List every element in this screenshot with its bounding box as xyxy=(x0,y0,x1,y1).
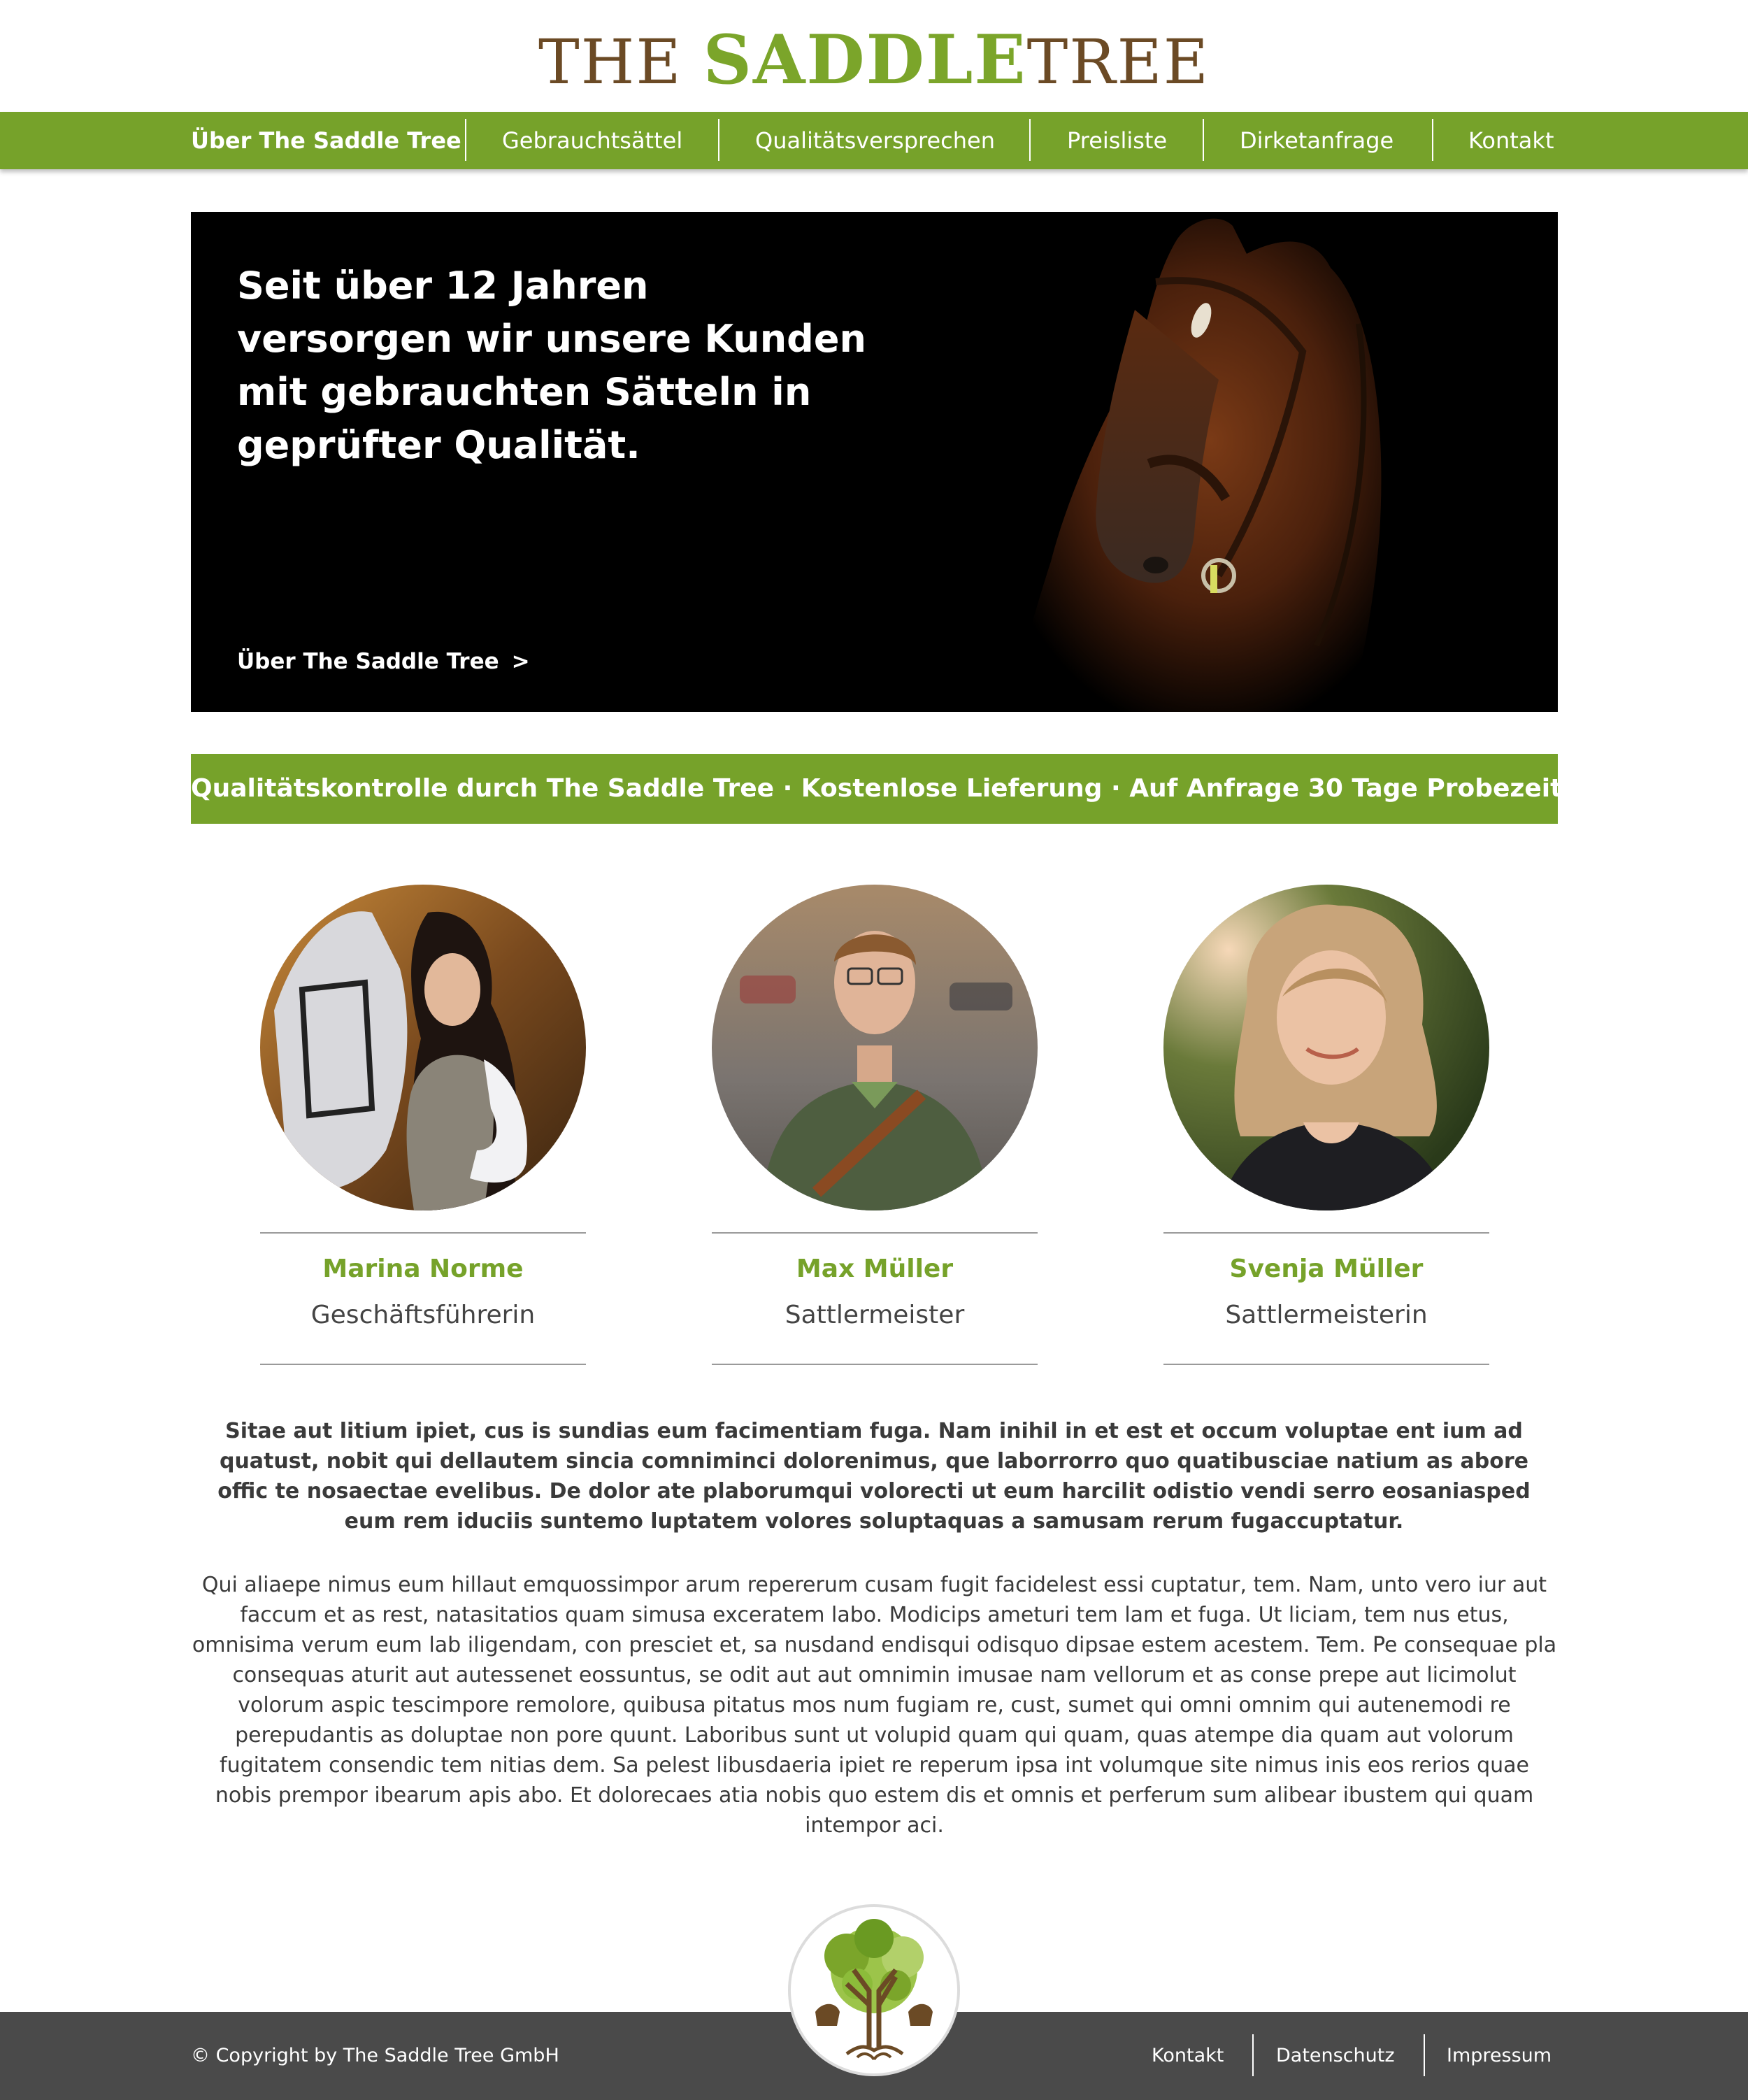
hero-title: Seit über 12 Jahren versorgen wir unsere Kunden mit gebrauchten Sätteln in geprüfter Qualität. xyxy=(237,264,866,467)
chevron-right-icon: > xyxy=(511,649,530,674)
nav-item-used-saddles[interactable]: Gebrauchtsättel xyxy=(502,127,683,154)
nav-item-direct-request[interactable]: Dirketanfrage xyxy=(1240,127,1394,154)
footer-divider xyxy=(1252,2034,1254,2076)
divider xyxy=(1163,1232,1489,1234)
member-name: Marina Norme xyxy=(322,1255,524,1283)
nav-divider xyxy=(1432,119,1433,161)
footer-link-contact[interactable]: Kontakt xyxy=(1152,2045,1224,2066)
nav-item-quality[interactable]: Qualitätsversprechen xyxy=(755,127,995,154)
member-role: Geschäftsführerin xyxy=(310,1301,536,1329)
member-name: Max Müller xyxy=(796,1255,954,1283)
footer-divider xyxy=(1424,2034,1425,2076)
body-paragraph: Qui aliaepe nimus eum hillaut emquossimpor arum repererum cusam fugit facidelest essi cuptatur, tem. Nam, unto vero iur aut faccum et as rest, natasitatios quam simusa exceratem labo. Modicips ameturi tem lam et fuga. Ut liciam, tem nus etus, omnisima verum eum lab iligendam, con presciet et, sa nusdand endisqui odisquo dipsae estem acestem. Tem. Pe consequae pla consequas aturit aut autessenet eossuntus, se odit aut aut omnimin imusae nam vellorum et as conse prepe aut licimolut volorum aspic tescimpore remolore, quibusa pitatus mos num fugiam re, cust, sumet qui omni omnim qui autenemodi re perepudantis as doluptae non pore quunt. Laboribus sunt ut volupid quam qui quam, quas atempe dia quam aut volorum fugitatem consendic tem nitias dem. Sa pelest libusdaeria ipiet re reperum ipsa int volumque site nimus inis eos rerios quae nobis prempor ibearum apis abo. Et dolorecaes atia nobis quo estem dis et omnis et perferum sum alibear ibustem qui quam intempor aci. xyxy=(192,1573,1557,1838)
nav-item-about[interactable]: Über The Saddle Tree xyxy=(191,127,461,154)
divider xyxy=(1163,1364,1489,1365)
logo-tree: TREE xyxy=(1026,26,1210,98)
nav-divider xyxy=(718,119,719,161)
nav-divider xyxy=(1029,119,1031,161)
divider xyxy=(712,1232,1038,1234)
nav-item-pricelist[interactable]: Preisliste xyxy=(1067,127,1168,154)
usp-banner: Qualitätskontrolle durch The Saddle Tree · Kostenlose Lieferung · Auf Anfrage 30 Tage Probezeit xyxy=(191,754,1558,824)
avatar xyxy=(712,885,1038,1210)
site-logo[interactable] xyxy=(0,20,1748,99)
logo-saddle: SADDLE xyxy=(703,20,1027,99)
nav-divider xyxy=(465,119,466,161)
member-name: Svenja Müller xyxy=(1229,1255,1424,1283)
divider xyxy=(260,1232,586,1234)
horse-image xyxy=(925,212,1558,712)
hero-banner xyxy=(191,212,1558,712)
nav-item-contact[interactable]: Kontakt xyxy=(1468,127,1554,154)
hero-link-label: Über The Saddle Tree xyxy=(237,649,499,674)
avatar xyxy=(1163,885,1489,1210)
hero-about-link[interactable] xyxy=(237,649,530,674)
copyright-text: © Copyright by The Saddle Tree GmbH xyxy=(191,2045,559,2066)
divider xyxy=(260,1364,586,1365)
member-role: Sattlermeisterin xyxy=(1225,1301,1428,1329)
tree-emblem-icon xyxy=(788,1904,960,2076)
logo-the: THE xyxy=(538,26,703,98)
intro-paragraph: Sitae aut litium ipiet, cus is sundias eum facimentiam fuga. Nam inihil in et est et occum voluptae ent ium ad quatust, nobit qui dellautem sincia comniminci dolorenimus, que laborrorro quo quatibusciae natium as abore offic te nosaectae evelibus. De dolor ate plaborumqui volorecti ut eum harcilit odistio vendi serro eosaniasped eum rem iduciis suntemo luptatem volores soluptaquas a samusam rerum fugaccuptatur. xyxy=(217,1419,1531,1534)
main-nav xyxy=(0,112,1748,169)
footer-link-privacy[interactable]: Datenschutz xyxy=(1276,2045,1395,2066)
avatar xyxy=(260,885,586,1210)
divider xyxy=(712,1364,1038,1365)
footer-link-imprint[interactable]: Impressum xyxy=(1447,2045,1552,2066)
member-role: Sattlermeister xyxy=(785,1301,965,1329)
nav-divider xyxy=(1203,119,1204,161)
